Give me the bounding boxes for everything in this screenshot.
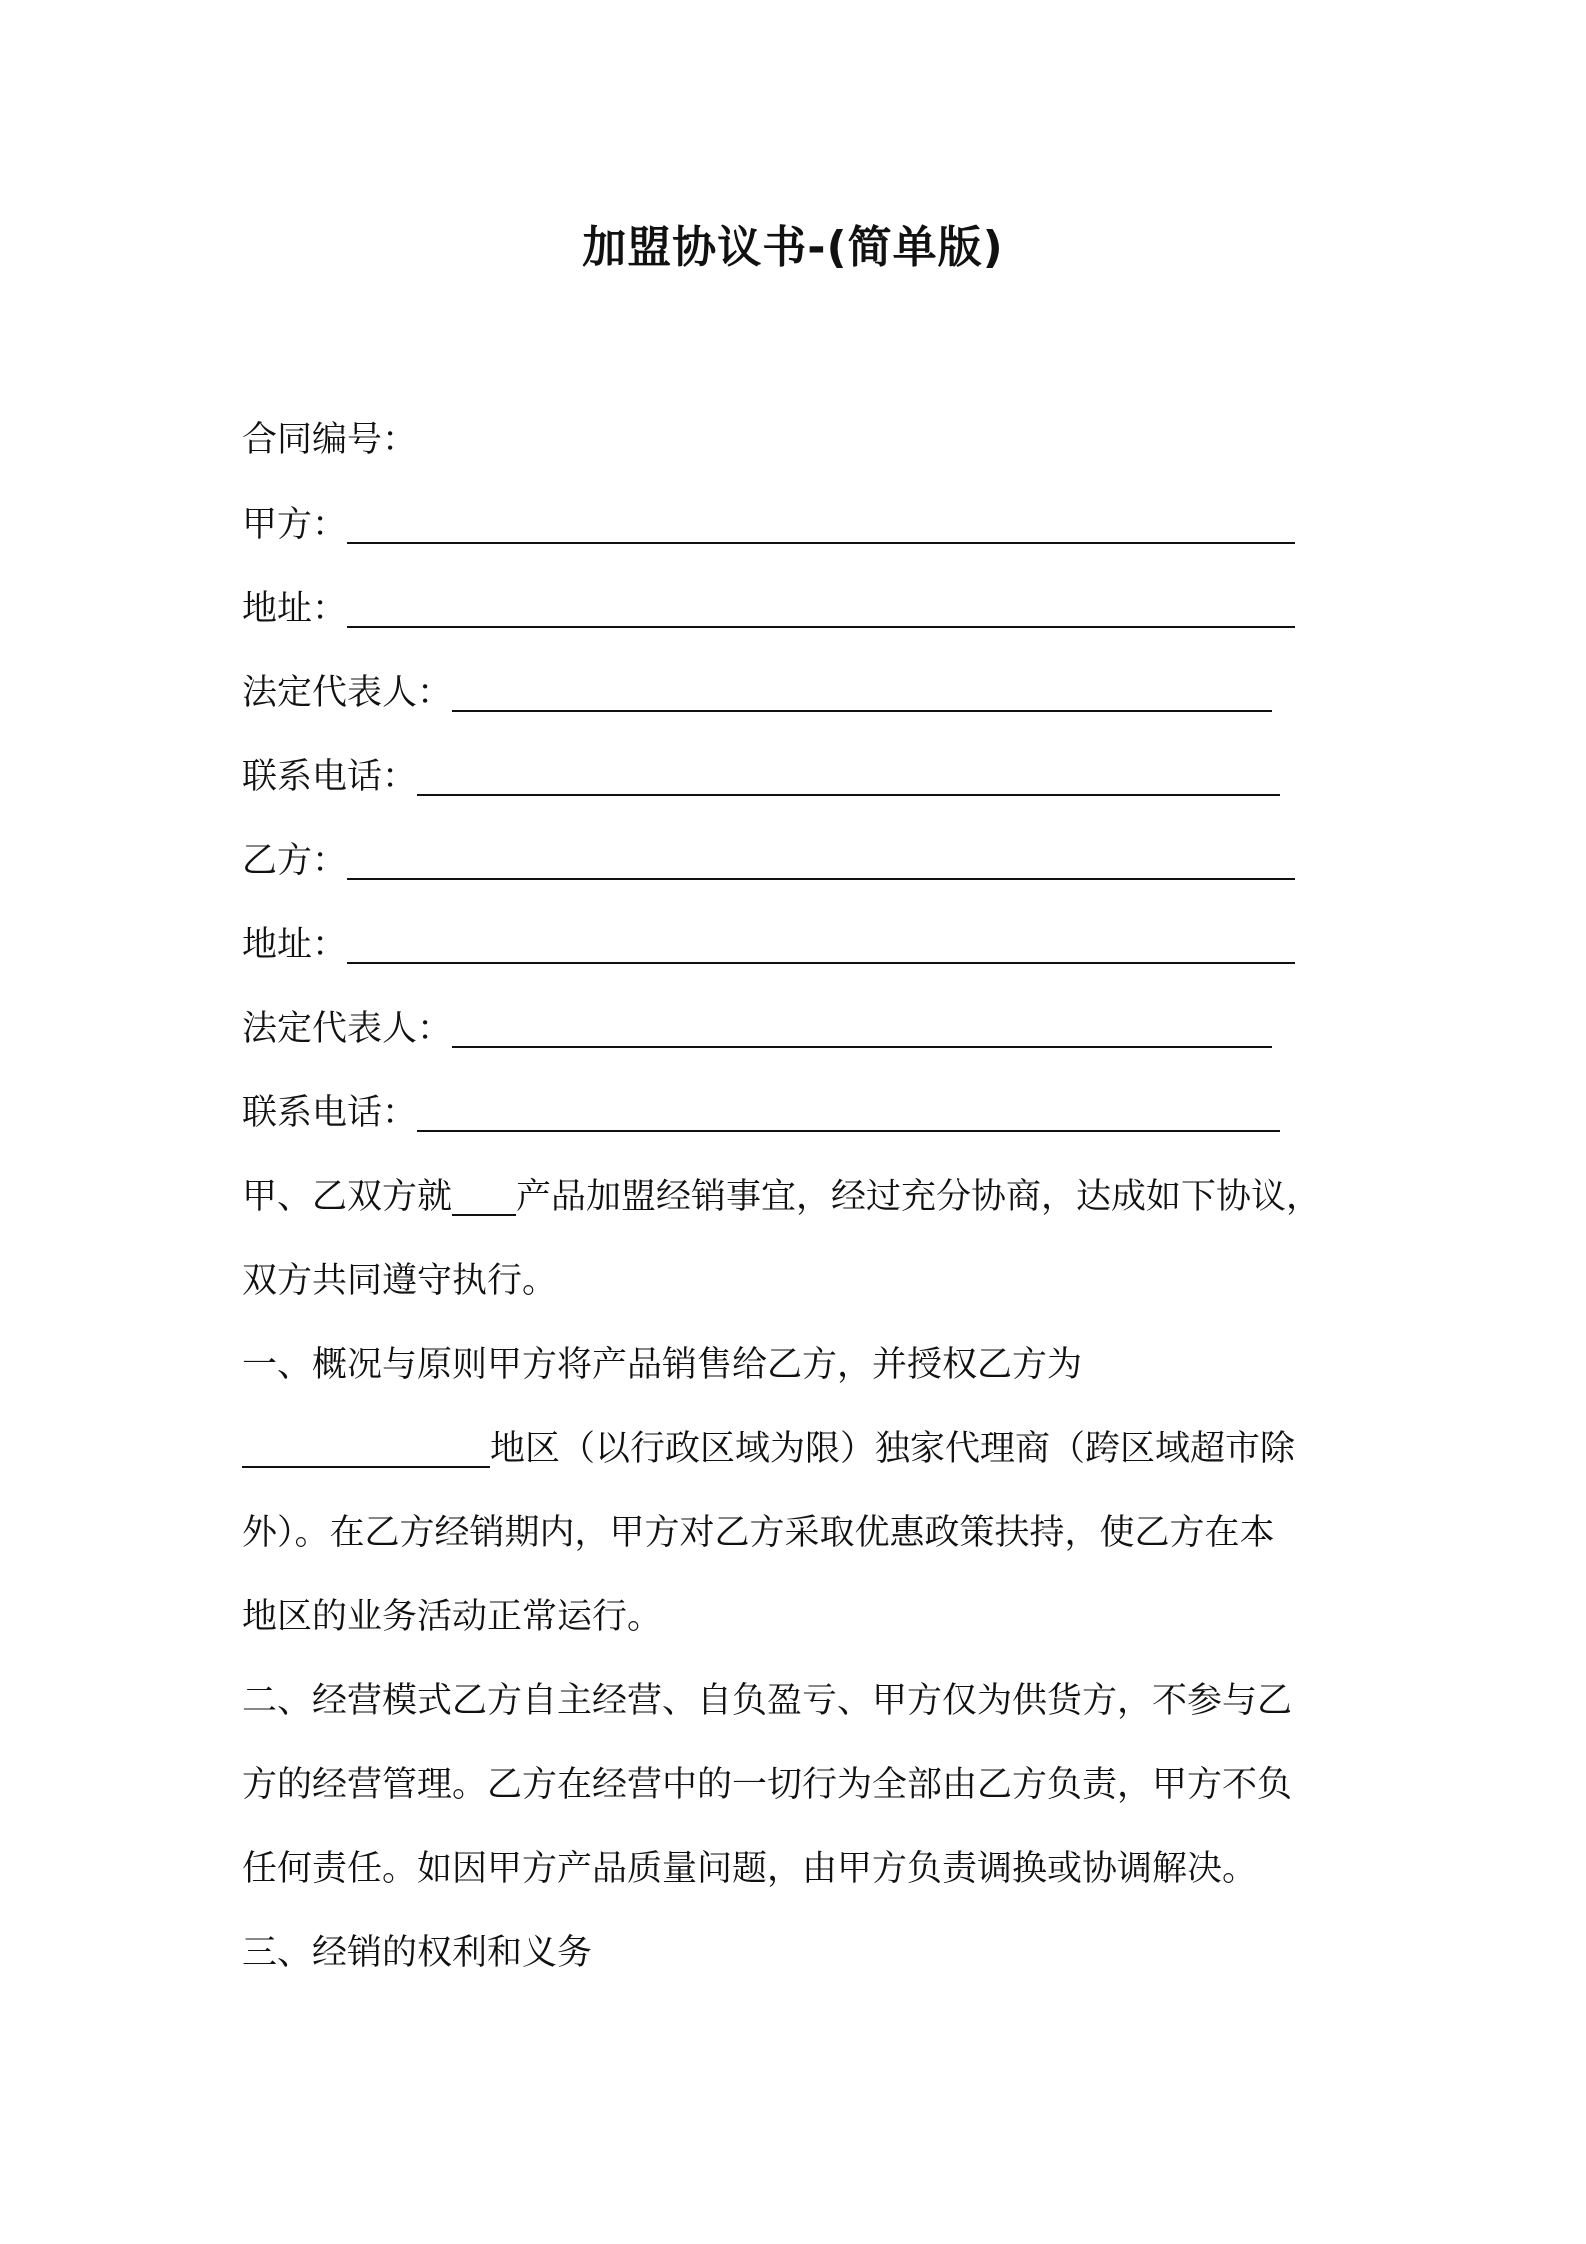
party-b-address-blank[interactable]: [347, 922, 1295, 964]
party-a-legal-rep-field: [242, 668, 1272, 718]
region-blank[interactable]: [242, 1428, 490, 1468]
intro-line-1: [242, 1172, 1321, 1222]
party-a-label: 甲方：: [242, 505, 348, 545]
party-b-field: [242, 836, 1295, 886]
party-b-legal-rep-blank[interactable]: [452, 1006, 1272, 1048]
party-a-blank[interactable]: [347, 502, 1295, 544]
party-a-phone-label: 联系电话：: [242, 757, 418, 797]
party-b-legal-rep-field: [242, 1004, 1272, 1054]
party-b-phone-label: 联系电话：: [242, 1093, 418, 1133]
section-2-line-2: 方的经营管理。乙方在经营中的一切行为全部由乙方负责，甲方不负: [242, 1765, 1293, 1805]
section-3-heading: 三、经销的权利和义务: [242, 1933, 593, 1973]
party-b-blank[interactable]: [347, 838, 1295, 880]
party-b-legal-rep-label: 法定代表人：: [242, 1009, 453, 1049]
party-b-phone-blank[interactable]: [417, 1090, 1280, 1132]
party-b-label: 乙方：: [242, 841, 348, 881]
section-2-line-1: 二、经营模式乙方自主经营、自负盈亏、甲方仅为供货方，不参与乙: [242, 1681, 1293, 1721]
party-a-address-label: 地址：: [242, 589, 348, 629]
party-b-address-field: [242, 920, 1295, 970]
party-b-address-label: 地址：: [242, 925, 348, 965]
party-a-legal-rep-label: 法定代表人：: [242, 673, 453, 713]
section-1-line-1: 一、概况与原则甲方将产品销售给乙方，并授权乙方为: [242, 1345, 1083, 1385]
intro-text-part-1: 甲、乙双方就: [242, 1177, 453, 1217]
section-2-line-3: 任何责任。如因甲方产品质量问题，由甲方负责调换或协调解决。: [242, 1849, 1258, 1889]
party-a-address-field: [242, 584, 1295, 634]
contract-number-label: 合同编号：: [242, 420, 418, 460]
product-name-blank[interactable]: [452, 1176, 516, 1216]
section-1-line-2-text: 地区（以行政区域为限）独家代理商（跨区域超市除: [490, 1429, 1296, 1469]
section-1-line-4: 地区的业务活动正常运行。: [242, 1597, 663, 1637]
intro-text-part-2: 产品加盟经销事宜，经过充分协商，达成如下协议，: [516, 1177, 1322, 1217]
party-a-field: [242, 500, 1295, 550]
party-b-phone-field: [242, 1088, 1280, 1138]
section-1-line-3: 外）。在乙方经销期内，甲方对乙方采取优惠政策扶持，使乙方在本: [242, 1513, 1275, 1553]
document-title: 加盟协议书-(简单版): [582, 222, 1004, 273]
party-a-phone-blank[interactable]: [417, 754, 1280, 796]
party-a-phone-field: [242, 752, 1280, 802]
section-1-line-2: [242, 1424, 1295, 1474]
party-a-legal-rep-blank[interactable]: [452, 670, 1272, 712]
party-a-address-blank[interactable]: [347, 586, 1295, 628]
intro-line-2: 双方共同遵守执行。: [242, 1261, 558, 1301]
